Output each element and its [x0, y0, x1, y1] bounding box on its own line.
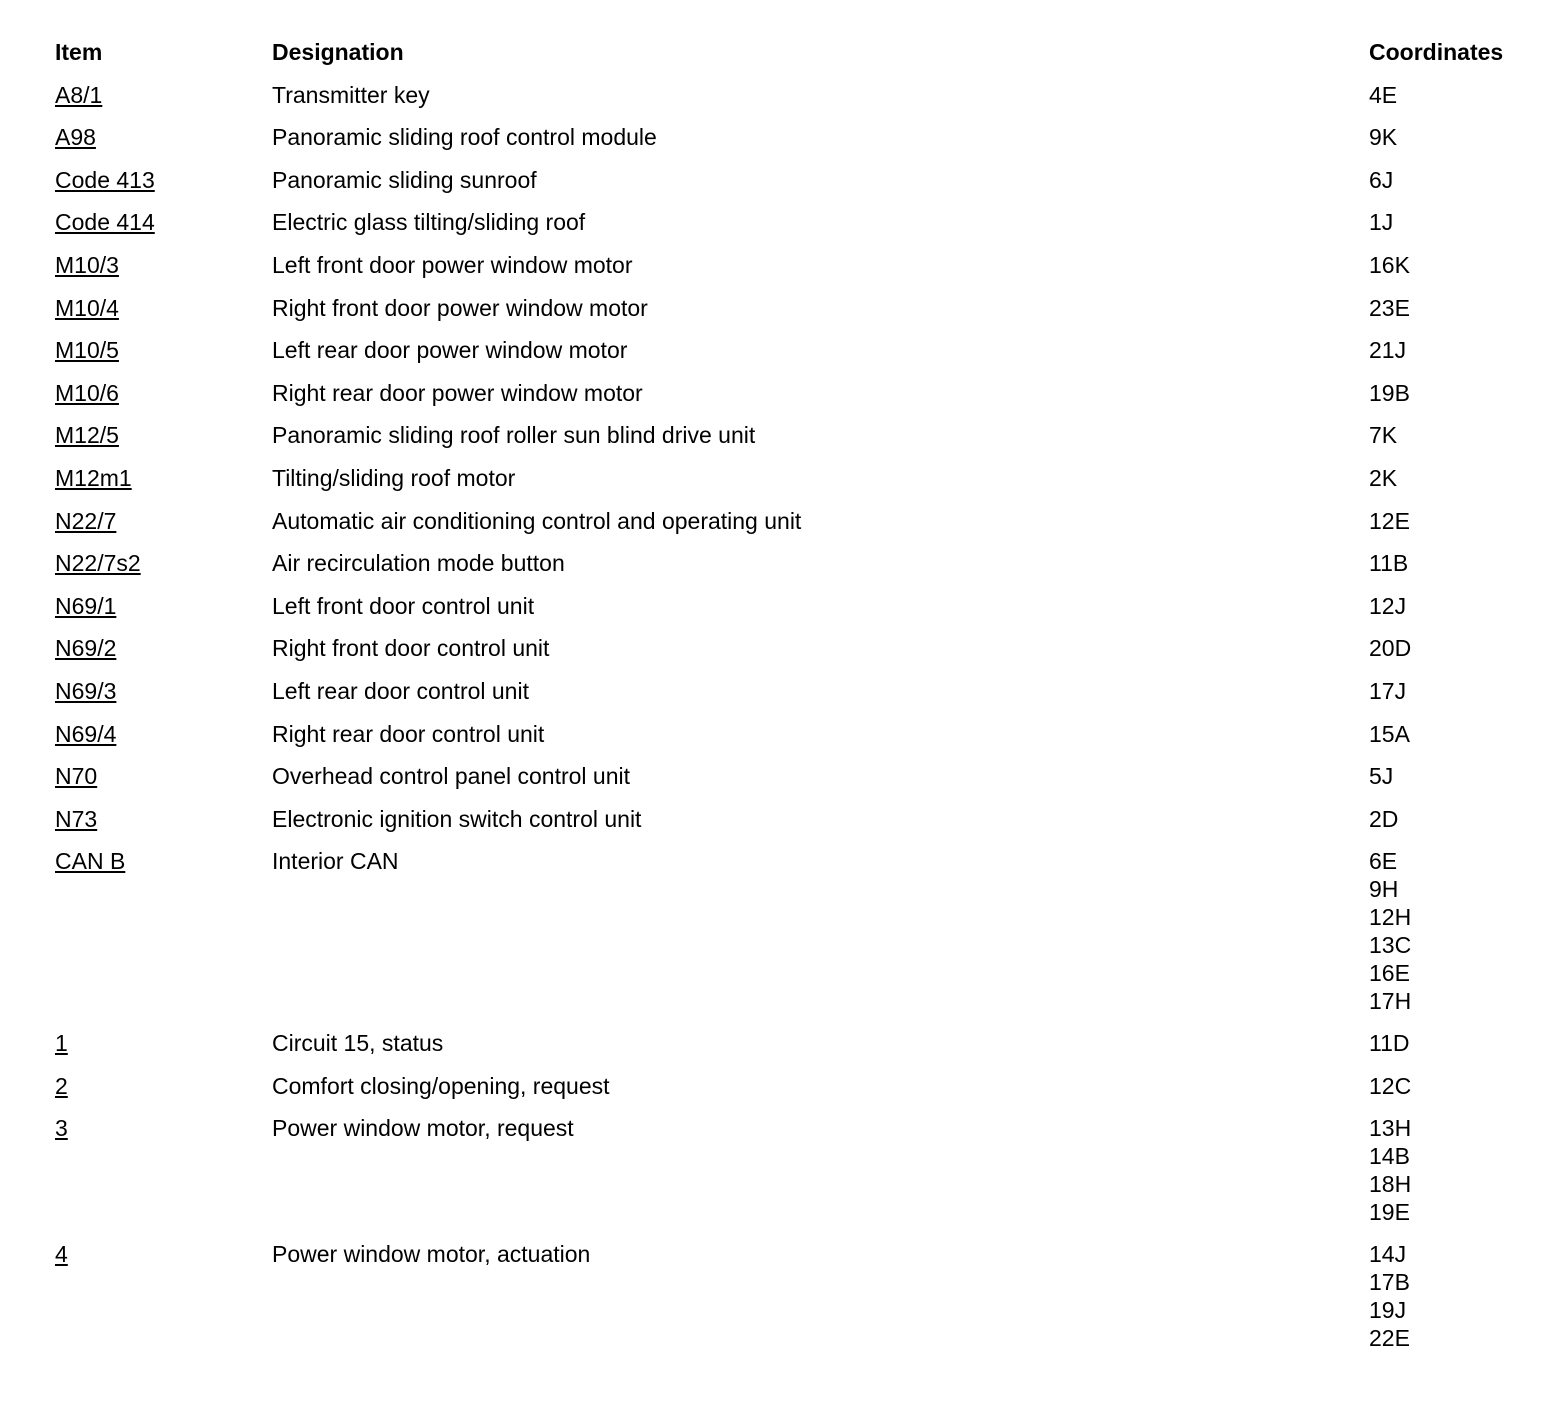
coordinate-value: 14J — [1369, 1241, 1407, 1268]
item-cell — [55, 677, 272, 705]
item-cell — [55, 847, 272, 875]
item-cell — [55, 294, 272, 322]
designation-cell: Right front door power window motor — [272, 294, 648, 321]
item-link[interactable]: M10/3 — [55, 251, 119, 278]
coordinate-value: 6E — [1369, 848, 1398, 875]
coordinate-value: 18H — [1369, 1171, 1412, 1198]
item-link[interactable]: M12m1 — [55, 464, 132, 491]
table-row — [55, 549, 1535, 592]
coordinate-value: 17H — [1369, 988, 1412, 1015]
coordinate-value: 12H — [1369, 904, 1412, 931]
designation-cell: Panoramic sliding roof roller sun blind drive unit — [272, 422, 756, 449]
item-link[interactable]: N69/3 — [55, 677, 117, 704]
coordinates-cell — [1369, 720, 1535, 748]
coordinate-value: 15A — [1369, 720, 1410, 747]
legend-rows — [55, 81, 1535, 1367]
item-link[interactable]: N70 — [55, 763, 98, 790]
designation-cell: Electronic ignition switch control unit — [272, 805, 642, 832]
item-cell — [55, 208, 272, 236]
coordinates-cell — [1369, 294, 1535, 322]
table-row — [55, 805, 1535, 848]
coordinate-value: 1J — [1369, 209, 1394, 236]
coordinates-cell — [1369, 549, 1535, 577]
coordinates-cell — [1369, 336, 1535, 364]
header-item: Item — [55, 39, 103, 65]
coordinate-value: 11B — [1369, 550, 1409, 577]
coordinate-value: 19E — [1369, 1199, 1410, 1226]
coordinate-value: 4E — [1369, 81, 1398, 108]
designation-cell: Electric glass tilting/sliding roof — [272, 209, 586, 236]
designation-cell: Air recirculation mode button — [272, 550, 565, 577]
item-link[interactable]: Code 414 — [55, 209, 155, 236]
coordinates-cell — [1369, 507, 1535, 535]
item-cell — [55, 1029, 272, 1057]
designation-cell: Tilting/sliding roof motor — [272, 464, 516, 491]
coordinate-value: 9H — [1369, 876, 1399, 903]
designation-cell: Power window motor, actuation — [272, 1241, 591, 1268]
coordinate-value: 17B — [1369, 1269, 1410, 1296]
table-row — [55, 379, 1535, 422]
coordinates-cell — [1369, 847, 1535, 1015]
designation-cell: Right front door control unit — [272, 635, 550, 662]
coordinate-value: 17J — [1369, 677, 1407, 704]
coordinate-value: 7K — [1369, 422, 1398, 449]
item-cell — [55, 592, 272, 620]
item-cell — [55, 1114, 272, 1142]
item-link[interactable]: N69/2 — [55, 635, 117, 662]
item-cell — [55, 336, 272, 364]
item-link[interactable]: M10/5 — [55, 337, 119, 364]
coordinates-cell — [1369, 379, 1535, 407]
coordinates-cell — [1369, 634, 1535, 662]
item-cell — [55, 251, 272, 279]
item-link[interactable]: N69/4 — [55, 720, 117, 747]
coordinate-value: 20D — [1369, 635, 1412, 662]
coordinates-cell — [1369, 81, 1535, 109]
item-link[interactable]: CAN B — [55, 848, 126, 875]
coordinate-value: 12J — [1369, 592, 1407, 619]
item-cell — [55, 720, 272, 748]
item-cell — [55, 379, 272, 407]
table-row — [55, 634, 1535, 677]
designation-cell: Interior CAN — [272, 848, 399, 875]
designation-cell: Left front door control unit — [272, 592, 535, 619]
item-link[interactable]: M10/6 — [55, 379, 119, 406]
item-cell — [55, 421, 272, 449]
designation-cell: Overhead control panel control unit — [272, 763, 630, 790]
item-link[interactable]: N22/7 — [55, 507, 117, 534]
coordinate-value: 13C — [1369, 932, 1412, 959]
coordinate-value: 12C — [1369, 1072, 1412, 1099]
table-row — [55, 421, 1535, 464]
item-link[interactable]: N73 — [55, 805, 98, 832]
coordinate-value: 2D — [1369, 805, 1399, 832]
coordinates-cell — [1369, 166, 1535, 194]
coordinate-value: 22E — [1369, 1325, 1410, 1352]
coordinates-cell — [1369, 677, 1535, 705]
coordinate-value: 11D — [1369, 1030, 1410, 1057]
coordinate-value: 13H — [1369, 1115, 1412, 1142]
item-cell — [55, 634, 272, 662]
item-link[interactable]: M12/5 — [55, 422, 119, 449]
item-cell — [55, 549, 272, 577]
item-cell — [55, 1240, 272, 1268]
coordinates-cell — [1369, 251, 1535, 279]
coordinates-cell — [1369, 1114, 1535, 1226]
table-row — [55, 592, 1535, 635]
coordinates-cell — [1369, 208, 1535, 236]
header-designation: Designation — [272, 39, 404, 65]
item-link[interactable]: A8/1 — [55, 81, 103, 108]
designation-cell: Transmitter key — [272, 81, 430, 108]
table-row — [55, 81, 1535, 124]
designation-cell: Left rear door control unit — [272, 677, 529, 704]
designation-cell: Right rear door power window motor — [272, 379, 643, 406]
table-row — [55, 1072, 1535, 1115]
item-cell — [55, 1072, 272, 1100]
designation-cell: Circuit 15, status — [272, 1030, 444, 1057]
coordinates-cell — [1369, 1240, 1535, 1352]
item-link[interactable]: M10/4 — [55, 294, 119, 321]
coordinates-cell — [1369, 1029, 1535, 1057]
designation-cell: Power window motor, request — [272, 1115, 574, 1142]
designation-cell: Left rear door power window motor — [272, 337, 628, 364]
table-row — [55, 251, 1535, 294]
table-row — [55, 507, 1535, 550]
table-row — [55, 720, 1535, 763]
table-row — [55, 336, 1535, 379]
item-link[interactable]: Code 413 — [55, 166, 155, 193]
item-link[interactable]: N22/7s2 — [55, 550, 141, 577]
coordinate-value: 14B — [1369, 1143, 1410, 1170]
designation-cell: Left front door power window motor — [272, 251, 633, 278]
table-row — [55, 294, 1535, 337]
coordinate-value: 9K — [1369, 124, 1398, 151]
table-row — [55, 762, 1535, 805]
coordinate-value: 12E — [1369, 507, 1410, 534]
item-cell — [55, 123, 272, 151]
coordinate-value: 23E — [1369, 294, 1410, 321]
item-link[interactable]: 3 — [55, 1115, 68, 1142]
table-row — [55, 208, 1535, 251]
table-row — [55, 847, 1535, 1029]
coordinate-value: 2K — [1369, 464, 1398, 491]
item-link[interactable]: 2 — [55, 1072, 68, 1099]
item-link[interactable]: 1 — [55, 1030, 68, 1057]
table-row — [55, 1240, 1535, 1366]
item-link[interactable]: N69/1 — [55, 592, 117, 619]
coordinate-value: 19J — [1369, 1297, 1407, 1324]
item-cell — [55, 762, 272, 790]
coordinates-cell — [1369, 123, 1535, 151]
designation-cell: Automatic air conditioning control and operating unit — [272, 507, 802, 534]
coordinates-cell — [1369, 762, 1535, 790]
coordinate-value: 19B — [1369, 379, 1410, 406]
table-row — [55, 123, 1535, 166]
coordinate-value: 6J — [1369, 166, 1394, 193]
item-cell — [55, 805, 272, 833]
table-row — [55, 166, 1535, 209]
item-cell — [55, 507, 272, 535]
designation-cell: Comfort closing/opening, request — [272, 1072, 610, 1099]
designation-cell: Panoramic sliding roof control module — [272, 124, 657, 151]
designation-cell: Panoramic sliding sunroof — [272, 166, 537, 193]
coordinates-cell — [1369, 1072, 1535, 1100]
item-link[interactable]: A98 — [55, 124, 96, 151]
table-row — [55, 677, 1535, 720]
item-link[interactable]: 4 — [55, 1241, 68, 1268]
coordinates-cell — [1369, 592, 1535, 620]
coordinates-cell — [1369, 464, 1535, 492]
coordinate-value: 16K — [1369, 251, 1410, 278]
coordinate-value: 16E — [1369, 960, 1410, 987]
coordinate-value: 5J — [1369, 763, 1394, 790]
coordinates-cell — [1369, 421, 1535, 449]
item-cell — [55, 81, 272, 109]
coordinate-value: 21J — [1369, 337, 1407, 364]
header-coordinates: Coordinates — [1369, 39, 1504, 65]
designation-cell: Right rear door control unit — [272, 720, 545, 747]
legend-table — [55, 38, 1535, 1366]
table-row — [55, 1114, 1535, 1240]
item-cell — [55, 166, 272, 194]
table-row — [55, 1029, 1535, 1072]
table-row — [55, 464, 1535, 507]
header-row — [55, 38, 1535, 81]
coordinates-cell — [1369, 805, 1535, 833]
item-cell — [55, 464, 272, 492]
